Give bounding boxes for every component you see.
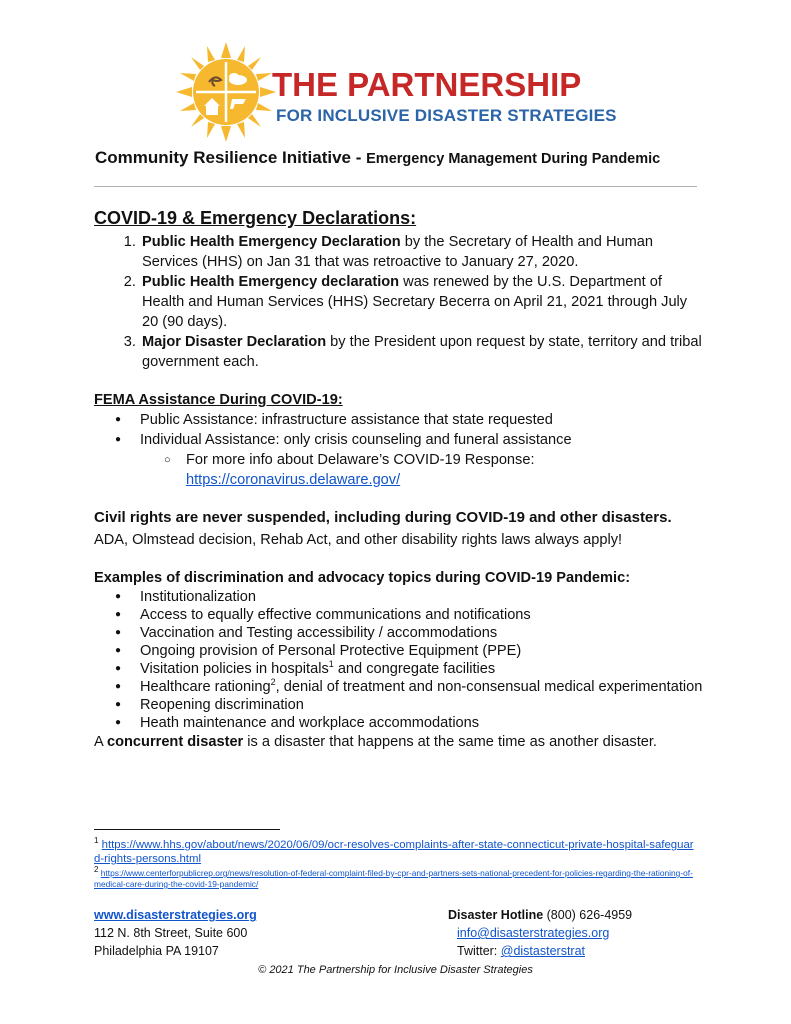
list-item: ○ For more info about Delaware’s COVID-19 Response: https://coronavirus.delaware.gov/	[186, 450, 704, 490]
list-item: ● Healthcare rationing$^2$, denial of treatment and non-consensual medical experimentation	[140, 678, 704, 696]
page-subtitle	[95, 148, 660, 168]
list-item: ● Visitation policies in hospitals$^1$ and congregate facilities	[140, 660, 704, 678]
examples-list	[94, 588, 704, 732]
address-line-1: 112 N. 8th Street, Suite 600	[94, 926, 248, 940]
section-heading-declarations: COVID-19 & Emergency Declarations:	[94, 208, 417, 228]
footnote-1: $^1$ https://www.hhs.gov/about/news/2020/06/09/ocr-resolves-complaints-after-state-connecticut-private-hospital-safeguard-rights-persons.html	[94, 836, 694, 865]
list-item: ● Institutionalization	[140, 588, 704, 606]
logo-title: THE PARTNERSHIP	[272, 66, 582, 103]
header-divider	[94, 186, 697, 187]
fema-sublist	[140, 450, 704, 490]
list-item: ● Heath maintenance and workplace accommodations	[140, 714, 704, 732]
main-content	[94, 206, 704, 752]
list-item: ● Individual Assistance: only crisis counseling and funeral assistance ○ For more info about Delaware’s COVID-19 Response: https://coronavirus.delaware.gov/	[140, 430, 704, 490]
list-item: ● Reopening discrimination	[140, 696, 704, 714]
declarations-list	[94, 232, 704, 372]
section-heading-fema: FEMA Assistance During COVID-19:	[94, 392, 343, 408]
partnership-logo	[176, 42, 616, 142]
hotline-label: Disaster Hotline	[448, 908, 544, 922]
list-item: ● Ongoing provision of Personal Protective Equipment (PPE)	[140, 642, 704, 660]
twitter-label: Twitter:	[457, 944, 501, 958]
list-item: ● Access to equally effective communications and notifications	[140, 606, 704, 624]
footer-contact-left	[94, 906, 257, 960]
copyright-notice: © 2021 The Partnership for Inclusive Disaster Strategies	[258, 964, 533, 976]
footnote-2-link[interactable]: https://www.centerforpublicrep.org/news/resolution-of-federal-complaint-filed-by-cpr-and-partners-sets-national-precedent-for-policies-regarding-the-rationing-of-medical-care-during-the-covid-19-pandemic/	[94, 868, 693, 889]
subtitle-program: Community Resilience Initiative -	[95, 148, 367, 167]
sun-emblem-icon	[176, 42, 276, 142]
twitter-link[interactable]: @distasterstrat	[500, 944, 586, 958]
website-link[interactable]: www.disasterstrategies.org	[94, 908, 257, 922]
footnote-ref-1[interactable]: 1	[328, 659, 334, 670]
subtitle-topic: Emergency Management During Pandemic	[366, 151, 661, 167]
footnote-divider	[94, 829, 280, 830]
list-item: ● Vaccination and Testing accessibility / accommodations	[140, 624, 704, 642]
email-link[interactable]: info@disasterstrategies.org	[457, 926, 610, 940]
list-item: 2. Public Health Emergency declaration was renewed by the U.S. Department of Health and Human Services (HHS) Secretary Becerra on April 21, 2021 through July 20 (90 days).	[140, 272, 704, 332]
footer-contact-right	[448, 906, 632, 960]
civil-rights-text: ADA, Olmstead decision, Rehab Act, and other disability rights laws always apply!	[94, 532, 623, 548]
list-item: 3. Major Disaster Declaration by the President upon request by state, territory and tribal government each.	[140, 332, 704, 372]
fema-list	[94, 410, 704, 490]
footnote-ref-2[interactable]: 2	[270, 677, 276, 688]
list-item: ● Public Assistance: infrastructure assistance that state requested	[140, 410, 704, 430]
concurrent-disaster-definition: A concurrent disaster is a disaster that happens at the same time as another disaster.	[94, 734, 657, 750]
logo-tagline: FOR INCLUSIVE DISASTER STRATEGIES	[276, 106, 617, 125]
hotline-number: (800) 626-4959	[543, 908, 633, 922]
address-line-2: Philadelphia PA 19107	[94, 944, 219, 958]
section-heading-examples: Examples of discrimination and advocacy topics during COVID-19 Pandemic:	[94, 570, 631, 586]
list-item: 1. Public Health Emergency Declaration by the Secretary of Health and Human Services (HHS) on Jan 31 that was retroactive to January 27, 2020.	[140, 232, 704, 272]
civil-rights-heading: Civil rights are never suspended, including during COVID-19 and other disasters.	[94, 509, 672, 526]
footnote-2: $^2$ https://www.centerforpublicrep.org/news/resolution-of-federal-complaint-filed-by-cpr-and-partners-sets-national-precedent-for-policies-regarding-the-rationing-of-medical-care-during-the-covid-19-pandemic/	[94, 865, 693, 889]
delaware-covid-link[interactable]: https://coronavirus.delaware.gov/	[186, 472, 401, 488]
footnote-1-link[interactable]: https://www.hhs.gov/about/news/2020/06/09/ocr-resolves-complaints-after-state-connecticut-private-hospital-safeguard-rights-persons.html	[94, 839, 694, 865]
